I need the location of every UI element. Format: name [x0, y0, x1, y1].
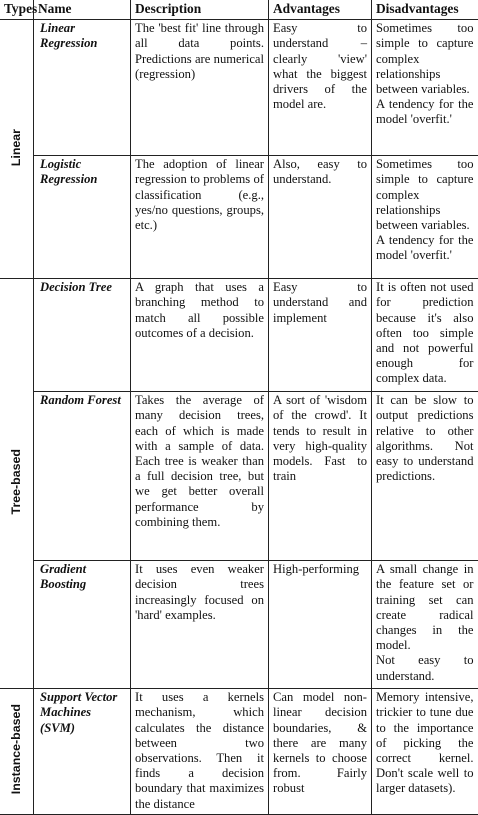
table-row — [0, 156, 478, 279]
algorithm-name: Linear Regression — [34, 20, 131, 156]
algorithm-advantages: Can model non-linear decision boundaries, & there are many kernels to choose from. Fairly robust — [269, 689, 372, 815]
algorithm-description: Takes the average of many decision trees, each of which is made with a sample of data. Each tree is weaker than a full decision tree, but we get better overall performance by combining them. — [131, 392, 269, 561]
algorithm-name: Logistic Regression — [34, 156, 131, 279]
disadvantage-text: Sometimes too simple to capture complex relationships between variables. — [376, 157, 474, 233]
header-disadvantages: Disadvantages — [372, 0, 478, 20]
algorithm-disadvantages — [372, 689, 478, 815]
algorithm-name: Support Vector Machines (SVM) — [34, 689, 131, 815]
algorithm-advantages: A sort of 'wisdom of the crowd'. It tends to result in very high-quality models. Fast to train — [269, 392, 372, 561]
algorithm-disadvantages — [372, 561, 478, 689]
disadvantage-text: It can be slow to output predictions relative to other algorithms. Not easy to understand predictions. — [376, 393, 474, 484]
algorithm-name: Gradient Boosting — [34, 561, 131, 689]
group-cell-instance-based — [0, 689, 34, 815]
disadvantage-text: Sometimes too simple to capture complex relationships between variables. — [376, 21, 474, 97]
algorithm-disadvantages — [372, 20, 478, 156]
group-label-linear: Linear — [8, 128, 23, 166]
algorithm-advantages: High-performing — [269, 561, 372, 689]
table-row — [0, 392, 478, 561]
algorithm-disadvantages — [372, 279, 478, 392]
table-row — [0, 689, 478, 815]
algorithm-description: It uses even weaker decision trees increasingly focused on 'hard' examples. — [131, 561, 269, 689]
group-cell-tree-based — [0, 279, 34, 689]
header-name: Name — [34, 0, 131, 20]
group-label-tree-based: Tree-based — [8, 448, 23, 515]
header-row — [0, 0, 478, 20]
disadvantage-text: Memory intensive, trickier to tune due to the importance of picking the correct kernel. Don't scale well to larger datasets). — [376, 690, 474, 796]
algorithm-advantages: Easy to understand and implement — [269, 279, 372, 392]
algorithm-description: A graph that uses a branching method to match all possible outcomes of a decision. — [131, 279, 269, 392]
group-label-instance-based: Instance-based — [8, 704, 23, 795]
header-description: Description — [131, 0, 269, 20]
header-advantages: Advantages — [269, 0, 372, 20]
table-row — [0, 561, 478, 689]
table-row — [0, 20, 478, 156]
header-types: Types — [0, 0, 34, 20]
algorithm-disadvantages — [372, 156, 478, 279]
algorithm-description: The adoption of linear regression to problems of classification (e.g., yes/no questions, groups, etc.) — [131, 156, 269, 279]
disadvantage-text: Not easy to understand. — [376, 653, 474, 683]
algorithm-name: Random Forest — [34, 392, 131, 561]
algorithm-advantages: Also, easy to understand. — [269, 156, 372, 279]
disadvantage-text: A tendency for the model 'overfit.' — [376, 233, 474, 263]
disadvantage-text: A small change in the feature set or training set can create radical changes in the model. — [376, 562, 474, 653]
algorithm-disadvantages — [372, 392, 478, 561]
algorithm-description: It uses a kernels mechanism, which calculates the distance between two observations. Then it finds a decision boundary that maximizes the distance — [131, 689, 269, 815]
group-cell-linear — [0, 20, 34, 279]
algorithm-advantages: Easy to understand – clearly 'view' what the biggest drivers of the model are. — [269, 20, 372, 156]
table-row — [0, 279, 478, 392]
disadvantage-text: It is often not used for prediction because it's also often too simple and not powerful enough for complex data. — [376, 280, 474, 386]
algorithm-description: The 'best fit' line through all data points. Predictions are numerical (regression) — [131, 20, 269, 156]
disadvantage-text: A tendency for the model 'overfit.' — [376, 97, 474, 127]
algorithm-name: Decision Tree — [34, 279, 131, 392]
